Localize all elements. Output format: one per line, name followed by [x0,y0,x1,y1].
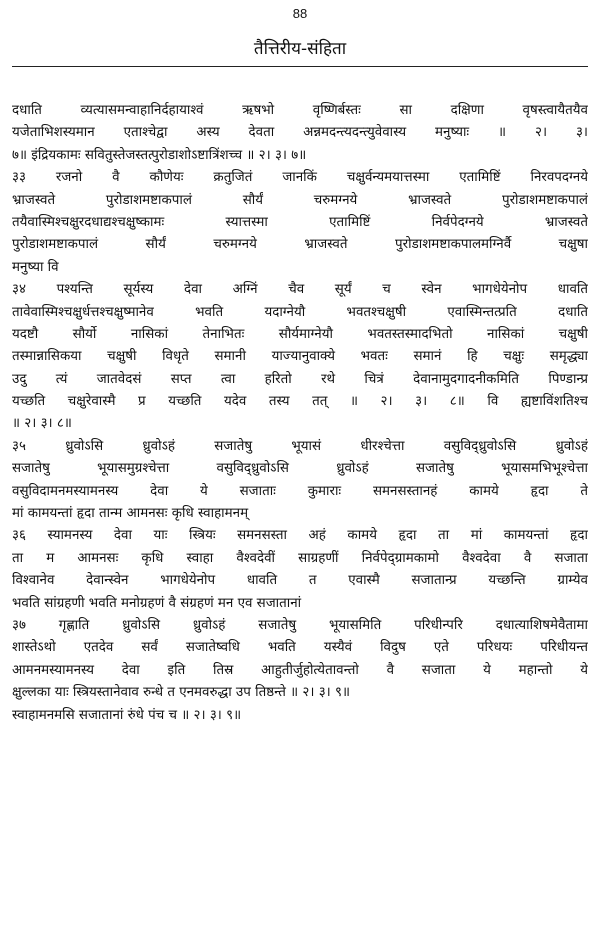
text-line: ३७ गृह्णाति ध्रुवोऽसि ध्रुवोऽहं सजातेषु भूयासमिति परिधीन्परि दधात्याशिषमेवैतामा [12,617,588,633]
text-line: क्षुल्लका याः स्त्रियस्तानेवाव रुन्धे त एनमवरुद्धा उप तिष्ठन्ते ॥ २। ३। ९॥ [12,685,350,701]
text-line: विश्वानेव देवान्स्वेन भागधेयेनोप धावति त एवास्मै सजातान्प्र यच्छन्ति ग्राम्येव [12,573,588,589]
text-line: ३६ स्यामनस्य देवा याः स्त्रियः समनसस्ता अहं कामये हृदा ता मां कामयन्तां हृदा [12,528,588,544]
text-line: तयैवास्मिश्चक्षुरदधाद्यश्चक्षुष्कामः स्यात्तस्मा एतामिष्टिं निर्वपेदग्नये भ्राजस्वते [12,214,588,230]
text-line: ३३ रजनो वै कौणेयः क्रतुजितं जानकिं चक्षुर्वन्यमयात्तस्मा एतामिष्टिं निरवपदग्नये [12,170,588,186]
page-title: तैत्तिरीय-संहिता [253,39,347,59]
text-line: सजातेषु भूयासमुग्रश्चेत्ता वसुविद्ध्रुवोऽसि ध्रुवोऽहं सजातेषु भूयासमभिभूश्चेत्ता [12,461,588,477]
title-divider [12,66,588,67]
text-line: यच्छति चक्षुरेवास्मै प्र यच्छति यदेव तस्य तत् ॥ २। ३। ८॥ वि ह्यष्टाविंशतिश्च [12,394,588,410]
text-line: पुरोडाशमष्टाकपालं सौर्यं चरुमग्नये भ्राजस्वते पुरोडाशमष्टाकपालमग्निर्वै चक्षुषा [12,237,588,253]
text-line: ता म आमनसः कृधि स्वाहा वैश्वदेवीं साग्रहणीं निर्वपेद्ग्रामकामो वैश्वदेवा वै सजाता [12,550,588,566]
text-line: मनुष्या वि [12,259,59,275]
text-line: तस्मान्नासिकया चक्षुषी विधृते समानी याज्यानुवाक्ये भवतः समानं हि चक्षुः समृद्ध्या [12,349,588,365]
text-line: दधाति व्यत्यासमन्वाहानिर्दहायाश्वं ऋषभो वृष्णिर्बस्तः सा दक्षिणा वृषस्त्वायैतयैव [12,103,588,118]
text-line: यदष्टौ सौर्यो नासिकां तेनाभितः सौर्यमाग्नेयौ भवतस्तस्मादभितो नासिकां चक्षुषी [12,326,588,342]
text-line: ३५ ध्रुवोऽसि ध्रुवोऽहं सजातेषु भूयासं धीरश्चेत्ता वसुविद्ध्रुवोऽसि ध्रुवोऽहं [12,438,588,454]
text-line: वसुविदामनमस्यामनस्य देवा ये सजाताः कुमाराः समनसस्तानहं कामये हृदा ते [12,483,588,499]
text-line: तावेवास्मिश्चक्षुर्धत्तश्चक्षुष्मानेव भवति यदाग्नेयौ भवतश्चक्षुषी एवास्मिन्तत्प्रति दधाति [12,304,588,320]
text-line: आमनमस्यामनस्य देवा इति तिस्र आहुतीर्जुहोत्येतावन्तो वै सजाता ये महान्तो ये [12,662,588,678]
text-line: उदु त्यं जातवेदसं सप्त त्वा हरितो रथे चित्रं देवानामुदगादनीकमिति पिण्डान्प्र [12,371,588,387]
text-line: भवति सांग्रहणी भवति मनोग्रहणं वै संग्रहणं मन एव सजातानां [12,595,302,611]
body-text [12,100,588,727]
page-number: 88 [292,6,308,21]
text-line: ७॥ इंद्रियकामः सवितुस्तेजस्तत्पुरोडाशोऽष्टात्रिंशच्च ॥ २। ३। ७॥ [12,147,307,163]
text-line: शास्तेऽथो एतदेव सर्वं सजातेष्वधि भवति यस्यैवं विदुष एते परिधयः परिधीयन्त [12,640,588,656]
text-line: मां कामयन्तां हृदा तान्म आमनसः कृधि स्वाहामनम् [12,506,249,522]
text-line: ॥ २। ३। ८॥ [12,416,72,432]
text-line: स्वाहामनमसि सजातानां रुंधे पंच च ॥ २। ३। ९॥ [12,707,242,723]
text-line: भ्राजस्वते पुरोडाशमष्टाकपालं सौर्यं चरुमग्नये भ्राजस्वते पुरोडाशमष्टाकपालं [12,192,588,208]
text-line: यजेताभिशस्यमान एताश्चेद्वा अस्य देवता अन्नमदन्त्यदन्त्युवेवास्य मनुष्याः ॥ २। ३। [12,125,588,141]
text-line: ३४ पश्यन्ति सूर्यस्य देवा अग्निं चैव सूर्यं च स्वेन भागधेयेनोप धावति [12,282,588,298]
